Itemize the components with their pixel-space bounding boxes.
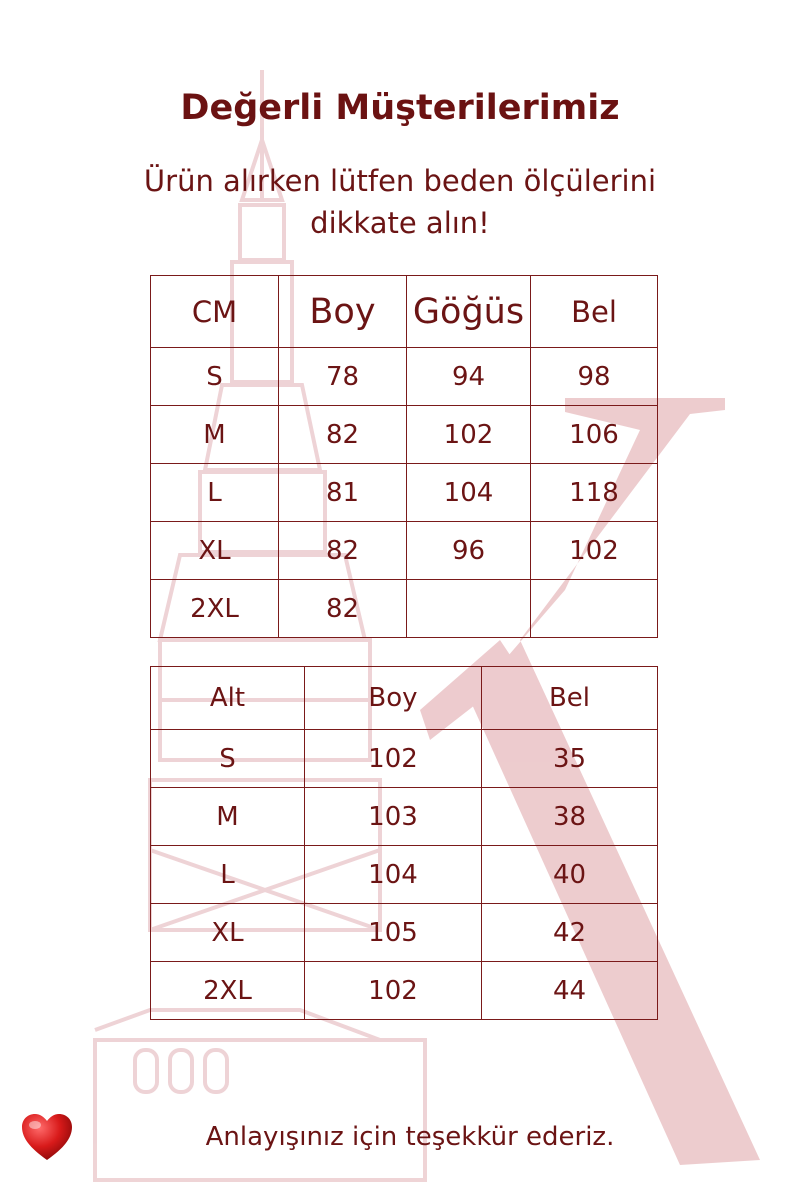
gogus-cell: 94 [407, 348, 531, 406]
bel-cell: 42 [482, 904, 658, 962]
table-row [151, 464, 658, 522]
bel-cell [531, 580, 658, 638]
table-row [151, 406, 658, 464]
table-row [151, 522, 658, 580]
size-cell: S [151, 348, 279, 406]
boy-cell: 82 [279, 522, 407, 580]
boy-cell: 82 [279, 580, 407, 638]
table-header-row [151, 276, 658, 348]
gogus-cell: 102 [407, 406, 531, 464]
boy-cell: 102 [305, 730, 482, 788]
table-row [151, 904, 658, 962]
boy-cell: 102 [305, 962, 482, 1020]
boy-cell: 103 [305, 788, 482, 846]
size-cell: L [151, 464, 279, 522]
size-cell: S [151, 730, 305, 788]
bel-cell: 102 [531, 522, 658, 580]
boy-cell: 78 [279, 348, 407, 406]
header-cm: CM [151, 276, 279, 348]
header-boy: Boy [279, 276, 407, 348]
boy-cell: 105 [305, 904, 482, 962]
size-cell: XL [151, 904, 305, 962]
table-header-row [151, 667, 658, 730]
table-row [151, 580, 658, 638]
header-boy: Boy [305, 667, 482, 730]
bel-cell: 118 [531, 464, 658, 522]
size-cell: L [151, 846, 305, 904]
header-bel: Bel [482, 667, 658, 730]
size-cell: XL [151, 522, 279, 580]
gogus-cell: 96 [407, 522, 531, 580]
boy-cell: 104 [305, 846, 482, 904]
bel-cell: 44 [482, 962, 658, 1020]
bel-cell: 106 [531, 406, 658, 464]
table-row [151, 348, 658, 406]
size-cell: 2XL [151, 580, 279, 638]
table-row [151, 846, 658, 904]
header-gogus: Göğüs [407, 276, 531, 348]
bel-cell: 98 [531, 348, 658, 406]
table-row [151, 788, 658, 846]
size-cell: M [151, 406, 279, 464]
bel-cell: 35 [482, 730, 658, 788]
gogus-cell [407, 580, 531, 638]
bel-cell: 38 [482, 788, 658, 846]
table-row [151, 962, 658, 1020]
table-row [151, 730, 658, 788]
bottom-size-table [150, 666, 658, 1020]
heart-icon [20, 1112, 74, 1162]
page-title: Değerli Müşterilerimiz [180, 88, 620, 128]
gogus-cell: 104 [407, 464, 531, 522]
page-subtitle: Ürün alırken lütfen beden ölçülerini dikkate alın! [143, 164, 657, 240]
boy-cell: 82 [279, 406, 407, 464]
size-cell: 2XL [151, 962, 305, 1020]
bel-cell: 40 [482, 846, 658, 904]
boy-cell: 81 [279, 464, 407, 522]
size-cell: M [151, 788, 305, 846]
header-bel: Bel [531, 276, 658, 348]
top-size-table [150, 275, 658, 638]
footer-thanks: Anlayışınız için teşekkür ederiz. [205, 1122, 615, 1152]
header-alt: Alt [151, 667, 305, 730]
